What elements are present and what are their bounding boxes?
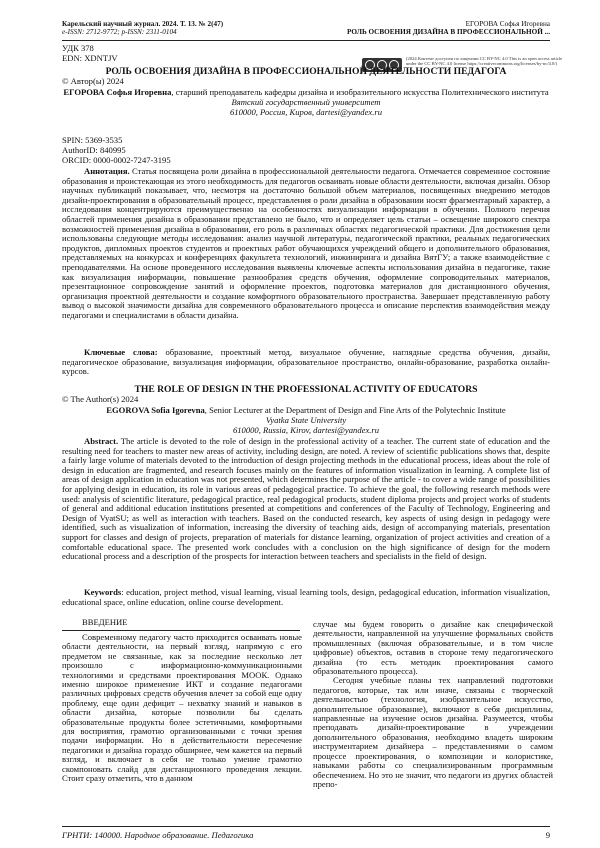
intro-right-para-2: Сегодня учебные планы тех направлений подготовки педагогов, которые, так или иначе, связаны с творческой деятельностью (технология, изобразительное искусство, дополнительное образование), включают в себя дисциплины, направленные на изучение основ дизайна. Разумеется, чтобы преподавать дизайн-проектирование в учреждении дополнительного образования, необходимо владеть широким инструментарием дизайнера – представлениями о самом процессе проектирования, о композиции и колористике, навыками работы со специализированным программным обеспечением. Но это не значит, что педагоги из других областей препо- [313, 675, 553, 789]
intro-heading: ВВЕДЕНИЕ [82, 617, 128, 627]
intro-left-column: Современному педагогу часто приходится осваивать новые области деятельности, на первый взгляд, напрямую с его предметом не связанные, как за последние несколько лет произошло с информационно-коммуникационными технологиями и средствами проектирования МООК. Однако именно широкое применение ИКТ и создание педагогами различных цифровых средств обучения влечет за собой еще одну проблему, еще один дефицит – нехватку знаний и навыков в области дизайна, которые позволили бы сделать образовательные продукты более эстетичными, комфортными для восприятия, грамотно организованными с точки зрения подачи информации. Но в действительности пересечение педагогики и дизайна гораздо обширнее, чем кажется на первый взгляд, и включает в себя не только умение грамотно скомпоновать слайд для дистанционного проведения лекции. Стоит сразу отметить, что в данном [62, 632, 302, 784]
grnti: ГРНТИ: 140000. Народное образование. Педагогика [62, 830, 254, 840]
en-author-name: EGOROVA Sofia Igorevna [106, 405, 205, 415]
ru-university: Вятский государственный университет [231, 96, 381, 107]
authorid: AuthorID: 840995 [62, 144, 126, 155]
intro-rule [62, 630, 300, 631]
en-abstract [62, 437, 550, 562]
author-ids [62, 136, 171, 165]
footer-rule [62, 826, 550, 827]
en-abstract-label: Abstract. [84, 436, 119, 446]
ru-title: РОЛЬ ОСВОЕНИЯ ДИЗАЙНА В ПРОФЕССИОНАЛЬНОЙ ДЕЯТЕЛЬНОСТИ ПЕДАГОГА [105, 66, 507, 77]
intro-right-column [313, 620, 553, 789]
journal-name: Карельский научный журнал. 2024. Т. 13. № 2(47) [62, 20, 224, 28]
ru-abstract-text: Статья посвящена роли дизайна в профессиональной деятельности педагога. Отмечается современное состояние образования и проистекающая из этого необходимость для педагогов осваивать новые области деятельности, включая дизайн. Обзор научных публикаций показывает, что, несмотря на достаточно большой объем материалов, посвященных внедрению методов дизайн-проектирования в образовательный процесс, представления о роли дизайна в образовании носят фрагментарный характер, а исследования концентрируются преимущественно на особенностях визуализации информации в обучении. Полного перечня областей применения дизайна в образовании представлено не было, что и определяет цель статьи – освещение широкого спектра возможностей применения дизайна в образовании, его роль в различных областях педагогической практики. Для достижения цели использованы следующие методы исследования: анализ научной литературы, педагогической практики, реальных педагогических продуктов, дипломных проектов студентов и проектных работ обучающихся учреждений общего и дополнительного образования, представляемых на конкурсах и конференциях факультета технологий, инжиниринга и дизайна ВятГУ; а также взаимодействие с преподавателями. На основе проведенного исследования выявлены ключевые аспекты использования дизайна в педагогике, такие как визуализация информации, повышение разнообразия средств обучения, оформление сопроводительных материалов, презентационное сопровождение занятий и оформление проектов, подготовка материалов для дистанционного обучения, организация проектной деятельности и создание комфортного образовательного пространства. Завершает представленную работу вывод о высокой значимости дизайна для современного образовательного процесса и описание перспектив взаимодействия между педагогами и специалистами в области дизайна. [62, 166, 550, 320]
ru-author-name: ЕГОРОВА Софья Игоревна [63, 87, 172, 97]
ru-abstract [62, 167, 550, 321]
en-university: Vyatka State University [265, 414, 347, 425]
intro-right-para-1: случае мы будем говорить о дизайне как специфической деятельности, направленной на улучшение формальных свойств промышленных (включая образовательные, и в том числе цифровые) объектов, оставив в стороне тему педагогического дизайна (то есть методик проектирования самого образовательного процесса). [313, 619, 553, 677]
ru-abstract-label: Аннотация. [84, 166, 130, 176]
ru-author-role: , старший преподаватель кафедры дизайна и изобразительного искусства Политехнического института [171, 87, 549, 97]
journal-header-right [347, 20, 550, 37]
en-author-block [62, 406, 550, 435]
edn: EDN: XDNTJV [62, 52, 118, 63]
ru-address: 610000, Россия, Киров, dartesi@yandex.ru [229, 106, 383, 117]
orcid: ORCID: 0000-0002-7247-3195 [62, 154, 171, 165]
en-abstract-text: The article is devoted to the role of design in the professional activity of a teacher. The current state of education and the resulting need for teachers to master new areas of activity, including design, are noted. A review of scientific publications shows that, despite a fairly large volume of materials devoted to the introduction of design projecting methods in the educational process, ideas about the role of design in education are fragmented, and research focuses mainly on the features of information visualization in learning. A complete list of areas of design application in education was not presented, which determines the purpose of the article - to cover a wide range of possibilities for applying design in education, its role in various areas of pedagogical practice. To achieve the goal, the following research methods were used: analysis of scientific literature, pedagogical practice, real pedagogical products, student diploma projects and project works of students of general and additional education institutions presented at competitions and conferences of the Faculty of Technology, Engineering and Design of VyatSU; as well as interaction with teachers. Based on the conducted research, key aspects of using design in pedagogy were identified, such as visualization of information, increasing the diversity of teaching aids, design of accompanying materials, presentation support for classes and design of projects, preparation of materials for distance learning, organization of project activities and creation of a comfortable educational space. The presented work concludes with a conclusion on the high significance of design for the modern educational process and a description of the prospects for interaction between teachers and specialists in the field of design. [62, 436, 550, 562]
footer [62, 830, 550, 840]
page-number: 9 [545, 830, 550, 840]
udk: УДК 378 [62, 43, 94, 53]
en-author-role: , Senior Lecturer at the Department of Design and Fine Arts of the Polytechnic Institute [204, 405, 506, 415]
en-copyright: © The Author(s) 2024 [62, 394, 139, 404]
meta-block [62, 44, 118, 64]
en-keywords-label: Keywords [84, 587, 122, 597]
running-author: ЕГОРОВА Софья Игоревна [465, 20, 550, 28]
ru-author-block [62, 88, 550, 117]
en-keywords-text: : education, project method, visual learning, visual learning tools, design, pedagogical education, information visualization, educational space, online education, online course development. [62, 587, 550, 607]
en-keywords [62, 588, 550, 607]
ru-keywords-label: Ключевые слова: [84, 347, 158, 357]
license-text: (2024 Контент доступен по лицензии CC BY-NC 4.0 This is an open access article under the CC BY-NC 4.0 license https://creativecommons.org/licenses/by-nc/4.0/) [406, 56, 563, 67]
en-address: 610000, Russia, Kirov, dartesi@yandex.ru [232, 424, 380, 435]
journal-issn: e-ISSN: 2712-9772; p-ISSN: 2311-0104 [62, 28, 177, 37]
ru-keywords-text: образование, проектный метод, визуальное обучение, наглядные средства обучения, дизайн, педагогическое образование, визуализация информации, образовательное пространство, онлайн-образование, разработка онлайн-курсов. [62, 347, 550, 377]
ru-keywords [62, 348, 550, 377]
header-rule [62, 40, 550, 41]
spin: SPIN: 5369-3535 [62, 135, 123, 145]
en-title: THE ROLE OF DESIGN IN THE PROFESSIONAL ACTIVITY OF EDUCATORS [134, 384, 478, 395]
running-title: РОЛЬ ОСВОЕНИЯ ДИЗАЙНА В ПРОФЕССИОНАЛЬНОЙ ... [347, 28, 550, 37]
journal-header-left [62, 20, 223, 37]
ru-copyright: © Автор(ы) 2024 [62, 76, 124, 86]
